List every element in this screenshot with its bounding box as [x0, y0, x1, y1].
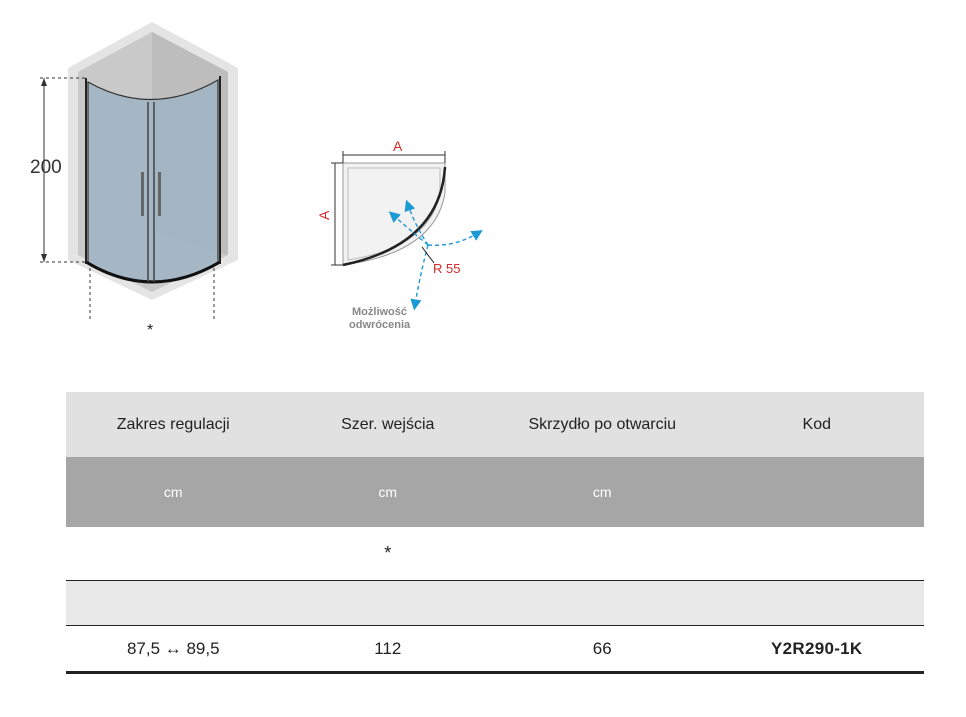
- header-range: Zakres regulacji: [116, 415, 230, 433]
- unit-range: cm: [163, 484, 183, 500]
- header-door-open: Skrzydło po otwarciu: [528, 415, 677, 433]
- entrance-asterisk-mark: *: [147, 322, 154, 339]
- cell-entrance-width: 112: [374, 638, 402, 658]
- unit-code: [710, 457, 925, 527]
- cell-door-open: 66: [592, 638, 612, 658]
- height-dimension-label: 200: [30, 157, 62, 178]
- spec-table: [66, 392, 924, 674]
- table-unit-row: [66, 457, 924, 527]
- header-entrance-width: Szer. wejścia: [341, 415, 435, 433]
- dimension-top-label: A: [393, 138, 403, 154]
- unit-door-open: cm: [592, 484, 612, 500]
- table-row: [66, 626, 924, 674]
- unit-entrance-width: cm: [378, 484, 398, 500]
- note-code: [710, 527, 925, 580]
- header-code: Kod: [802, 415, 831, 433]
- radius-label: R 55: [433, 261, 461, 276]
- reversible-note-line1: Możliwość: [352, 306, 408, 318]
- dimension-side-label: A: [316, 210, 332, 220]
- table-header-row: [66, 392, 924, 457]
- table-note-row: [66, 527, 924, 581]
- note-entrance-width: *: [384, 543, 392, 563]
- plan-view-diagram: [310, 135, 510, 345]
- cell-range: 87,5 ↔ 89,5: [126, 638, 220, 658]
- note-range: [66, 527, 281, 580]
- reversible-note-line2: odwrócenia: [349, 319, 411, 331]
- note-door-open: [495, 527, 710, 580]
- table-spacer-row: [66, 581, 924, 626]
- cell-product-code: Y2R290-1K: [770, 638, 863, 658]
